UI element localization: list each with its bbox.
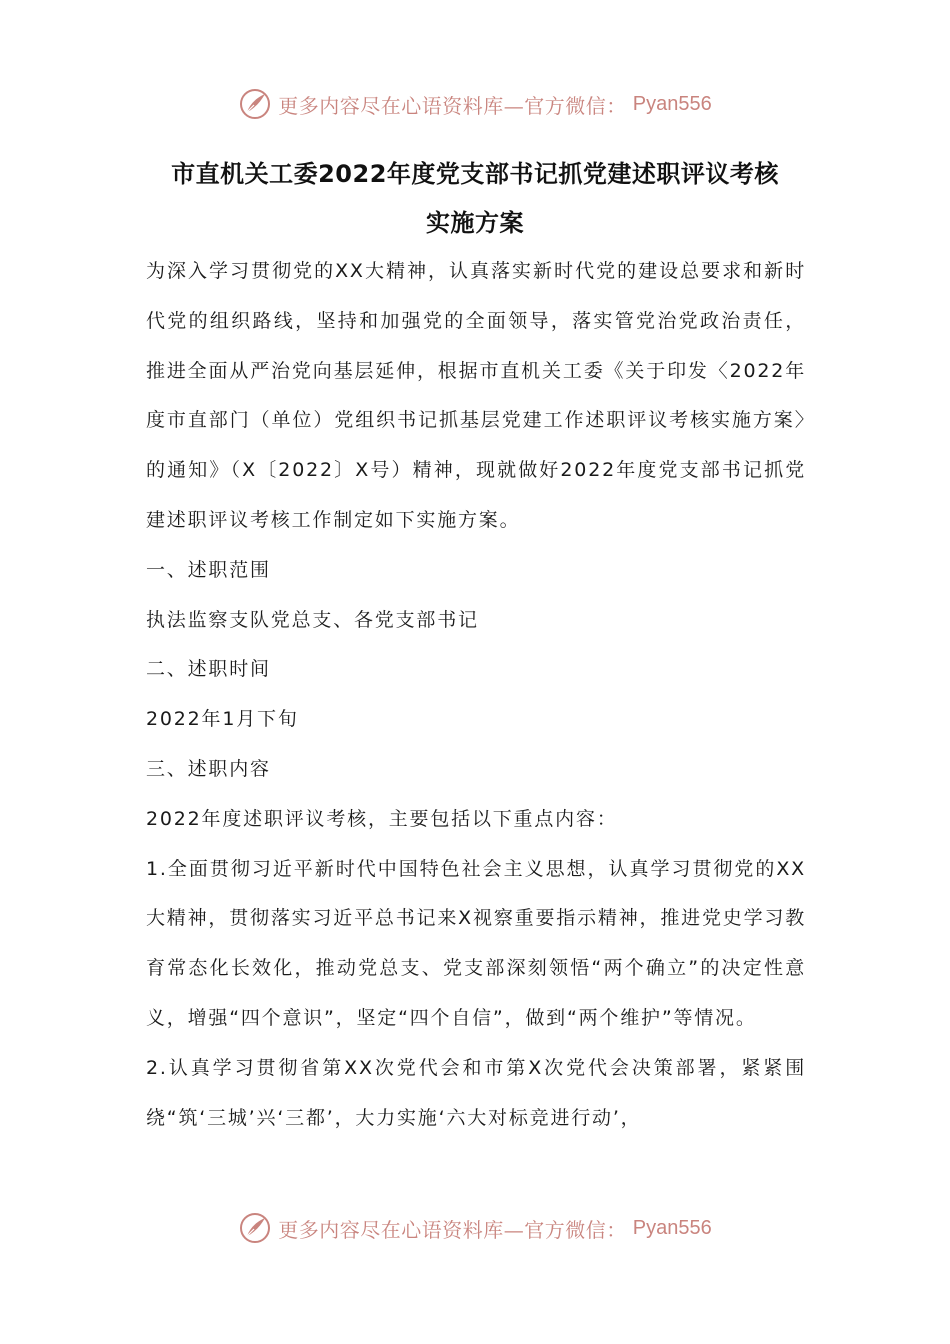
watermark-wechat-id: Pyan556 bbox=[632, 92, 712, 115]
section-heading-content: 三、述职内容 bbox=[146, 757, 271, 780]
document-title-line-1: 市直机关工委2022年度党支部书记抓党建述职评议考核 bbox=[171, 160, 779, 188]
watermark-wechat-id: Pyan556 bbox=[632, 1216, 712, 1239]
content-intro: 2022年度述职评议考核，主要包括以下重点内容： bbox=[146, 807, 618, 830]
section-heading-scope: 一、述职范围 bbox=[146, 558, 271, 581]
watermark-text: 更多内容尽在心语资料库—官方微信： bbox=[278, 1217, 627, 1242]
watermark-footer bbox=[0, 1208, 950, 1248]
scope-text: 执法监察支队党总支、各党支部书记 bbox=[146, 608, 479, 631]
document-title-line-2: 实施方案 bbox=[426, 209, 524, 237]
time-text: 2022年1月下旬 bbox=[146, 708, 299, 731]
quill-logo-icon bbox=[238, 87, 272, 121]
content-item-1: 1.全面贯彻习近平新时代中国特色社会主义思想，认真学习贯彻党的XX大精神，贯彻落实习近平总书记来X视察重要指示精神，推进党史学习教育常态化长效化，推动党总支、党支部深刻领悟“两个确立”的决定性意义，增强“四个意识”，坚定“四个自信”，做到“两个维护”等情况。 bbox=[146, 857, 806, 1029]
content-item-2: 2.认真学习贯彻省第XX次党代会和市第X次党代会决策部署，紧紧围绕“筑‘三城’兴‘三都’，大力实施‘六大对标竞进行动’， bbox=[146, 1056, 806, 1129]
watermark-header bbox=[0, 84, 950, 124]
document-body bbox=[146, 247, 806, 1143]
quill-logo-icon bbox=[238, 1211, 272, 1245]
section-heading-time: 二、述职时间 bbox=[146, 658, 271, 681]
watermark-text: 更多内容尽在心语资料库—官方微信： bbox=[278, 93, 627, 118]
intro-paragraph: 为深入学习贯彻党的XX大精神，认真落实新时代党的建设总要求和新时代党的组织路线，坚持和加强党的全面领导，落实管党治党政治责任，推进全面从严治党向基层延伸，根据市直机关工委《关于印发〈2022年度市直部门（单位）党组织书记抓基层党建工作述职评议考核实施方案〉的通知》（X〔2022〕X号）精神，现就做好2022年度党支部书记抓党建述职评议考核工作制定如下实施方案。 bbox=[146, 260, 806, 531]
